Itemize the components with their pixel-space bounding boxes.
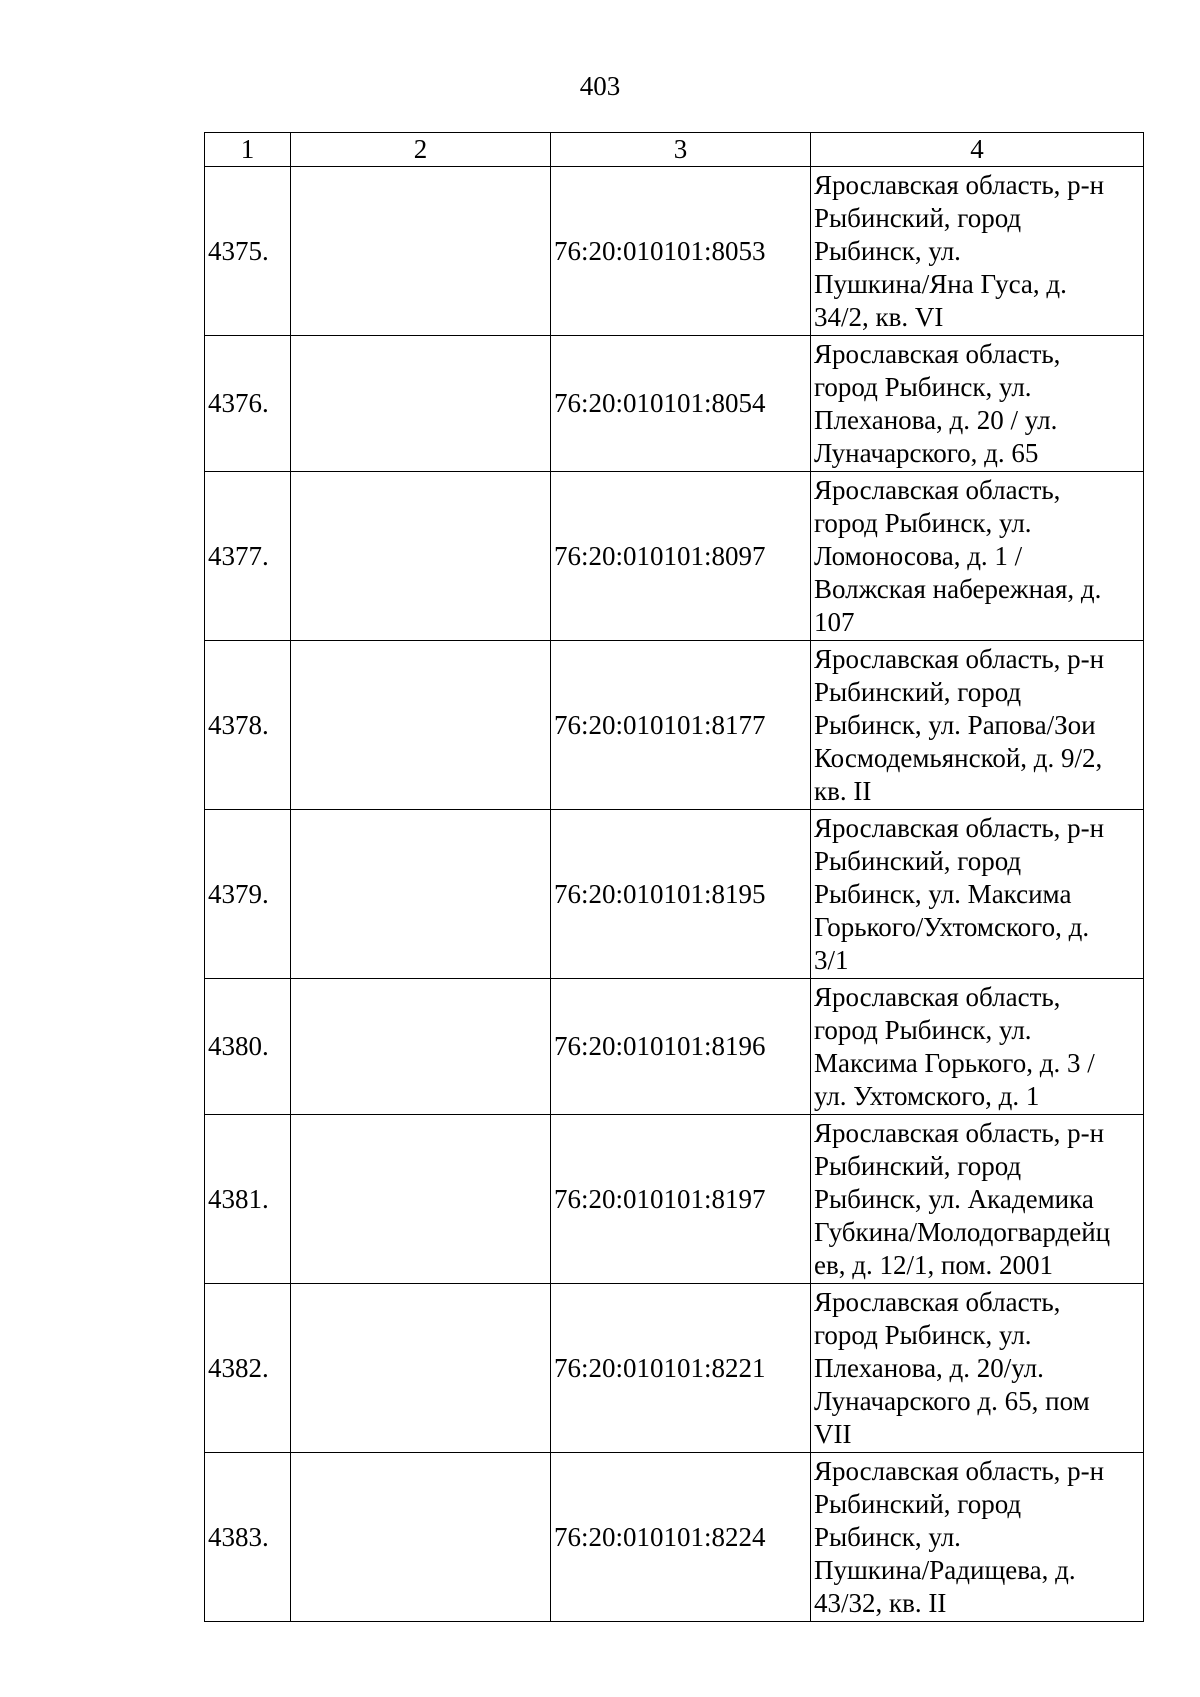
cadastral-number-cell: 76:20:010101:8054 [551, 336, 811, 472]
cadastral-number-cell: 76:20:010101:8196 [551, 979, 811, 1115]
row-empty-cell [291, 336, 551, 472]
table-row [205, 1284, 1144, 1453]
cadastral-number-cell: 76:20:010101:8224 [551, 1453, 811, 1622]
column-header-3: 3 [551, 133, 811, 167]
table-row [205, 1453, 1144, 1622]
table-row [205, 641, 1144, 810]
registry-table [204, 132, 1144, 1622]
row-empty-cell [291, 1453, 551, 1622]
address-cell: Ярославская область, р-н Рыбинский, город Рыбинск, ул. Академика Губкина/Молодогвардейц ев, д. 12/1, пом. 2001 [811, 1115, 1144, 1284]
table-row [205, 979, 1144, 1115]
row-number-cell: 4376. [205, 336, 291, 472]
address-cell: Ярославская область, р-н Рыбинский, город Рыбинск, ул. Рапова/Зои Космодемьянской, д. 9/2, кв. II [811, 641, 1144, 810]
row-number-cell: 4377. [205, 472, 291, 641]
cadastral-number-cell: 76:20:010101:8221 [551, 1284, 811, 1453]
address-cell: Ярославская область, город Рыбинск, ул. Максима Горького, д. 3 / ул. Ухтомского, д. 1 [811, 979, 1144, 1115]
row-number-cell: 4380. [205, 979, 291, 1115]
address-cell: Ярославская область, город Рыбинск, ул. Ломоносова, д. 1 / Волжская набережная, д. 107 [811, 472, 1144, 641]
cadastral-number-cell: 76:20:010101:8053 [551, 167, 811, 336]
cadastral-number-cell: 76:20:010101:8177 [551, 641, 811, 810]
row-number-cell: 4383. [205, 1453, 291, 1622]
row-empty-cell [291, 979, 551, 1115]
address-cell: Ярославская область, город Рыбинск, ул. Плеханова, д. 20/ул. Луначарского д. 65, пом VII [811, 1284, 1144, 1453]
row-number-cell: 4382. [205, 1284, 291, 1453]
row-empty-cell [291, 810, 551, 979]
table-header-row [205, 133, 1144, 167]
address-cell: Ярославская область, р-н Рыбинский, город Рыбинск, ул. Пушкина/Яна Гуса, д. 34/2, кв. VI [811, 167, 1144, 336]
table-row [205, 167, 1144, 336]
row-number-cell: 4381. [205, 1115, 291, 1284]
table-row [205, 336, 1144, 472]
cadastral-number-cell: 76:20:010101:8097 [551, 472, 811, 641]
table-row [205, 1115, 1144, 1284]
column-header-1: 1 [205, 133, 291, 167]
row-empty-cell [291, 1115, 551, 1284]
row-empty-cell [291, 641, 551, 810]
column-header-2: 2 [291, 133, 551, 167]
row-empty-cell [291, 472, 551, 641]
cadastral-number-cell: 76:20:010101:8195 [551, 810, 811, 979]
column-header-4: 4 [811, 133, 1144, 167]
row-number-cell: 4375. [205, 167, 291, 336]
page-number: 403 [579, 71, 621, 101]
address-cell: Ярославская область, город Рыбинск, ул. Плеханова, д. 20 / ул. Луначарского, д. 65 [811, 336, 1144, 472]
cadastral-number-cell: 76:20:010101:8197 [551, 1115, 811, 1284]
table-row [205, 810, 1144, 979]
row-empty-cell [291, 1284, 551, 1453]
row-number-cell: 4378. [205, 641, 291, 810]
address-cell: Ярославская область, р-н Рыбинский, город Рыбинск, ул. Пушкина/Радищева, д. 43/32, кв. II [811, 1453, 1144, 1622]
table-row [205, 472, 1144, 641]
row-empty-cell [291, 167, 551, 336]
address-cell: Ярославская область, р-н Рыбинский, город Рыбинск, ул. Максима Горького/Ухтомского, д. 3/1 [811, 810, 1144, 979]
row-number-cell: 4379. [205, 810, 291, 979]
